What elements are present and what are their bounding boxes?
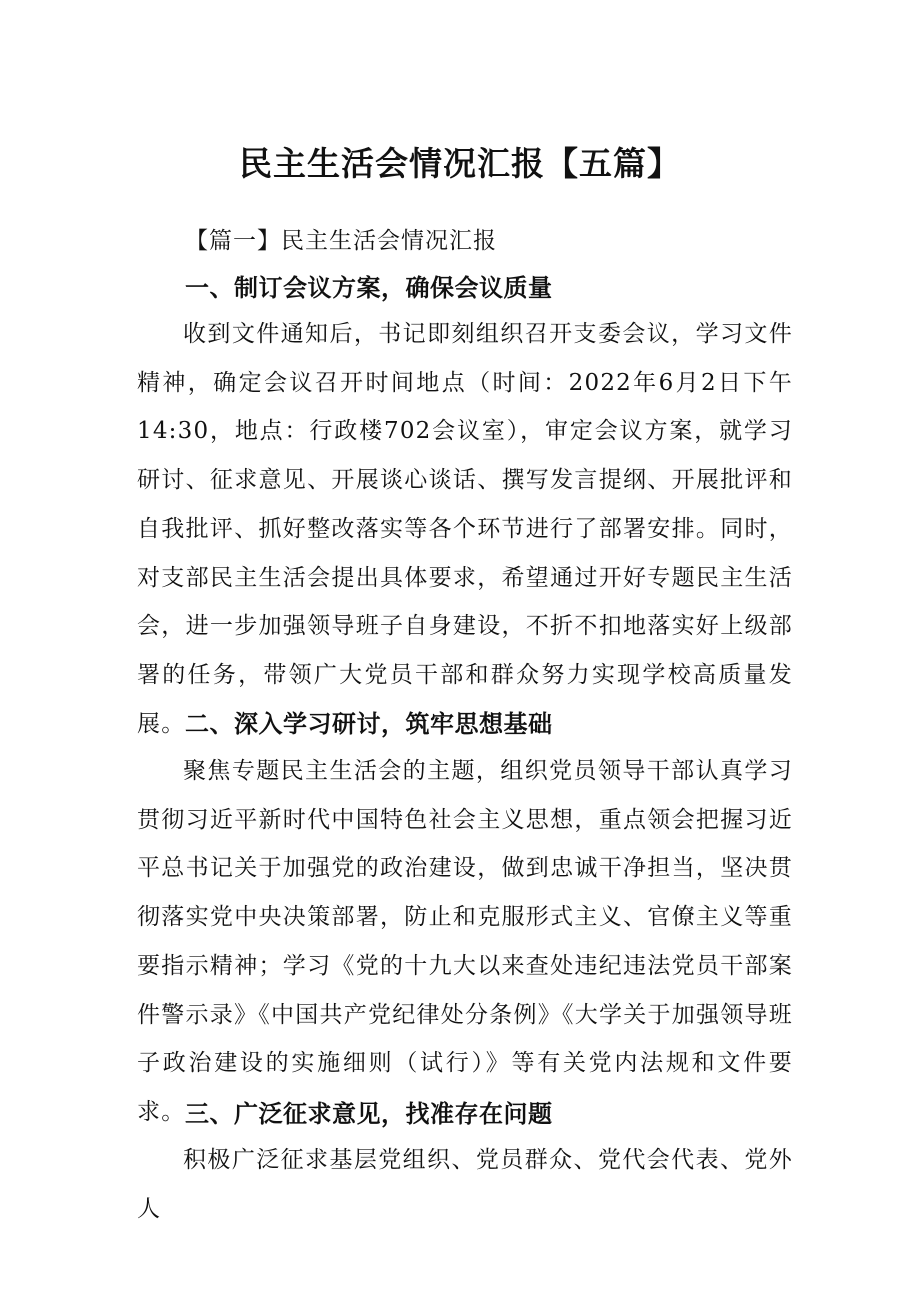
section-paragraph-3: 积极广泛征求基层党组织、党员群众、党代会代表、党外人 [137,1147,793,1222]
document-title: 民主生活会情况汇报【五篇】 [239,144,681,183]
section-paragraph-2: 聚焦专题民主生活会的主题，组织党员领导干部认真学习贯彻习近平新时代中国特色社会主义思想，重点领会把握习近平总书记关于加强党的政治建设，做到忠诚干净担当，坚决贯彻落实党中央决策部署，防止和克服形式主义、官僚主义等重要指示精神；学习《党的十九大以来查处违纪违法党员干部案件警示录》《中国共产党纪律处分条例》《大学关于加强领导班子政治建设的实施细则（试行）》等有关党内法规和文件要求。 [137,758,793,1125]
section-paragraph-1: 收到文件通知后，书记即刻组织召开支委会议，学习文件精神，确定会议召开时间地点（时间：2022年6月2日下午14:30，地点：行政楼702会议室），审定会议方案，就学习研讨、征求意见、开展谈心谈话、撰写发言提纲、开展批评和自我批评、抓好整改落实等各个环节进行了部署安排。同时，对支部民主生活会提出具体要求，希望通过开好专题民主生活会，进一步加强领导班子自身建设，不折不扣地落实好上级部署的任务，带领广大党员干部和群众努力实现学校高质量发展。 [137,321,793,737]
section-heading-2: 二、深入学习研讨，筑牢思想基础 [185,710,553,738]
document-subtitle: 【篇一】民主生活会情况汇报 [185,228,497,254]
section-heading-1: 一、制订会议方案，确保会议质量 [185,274,553,302]
section-heading-3: 三、广泛征求意见，找准存在问题 [185,1100,553,1128]
